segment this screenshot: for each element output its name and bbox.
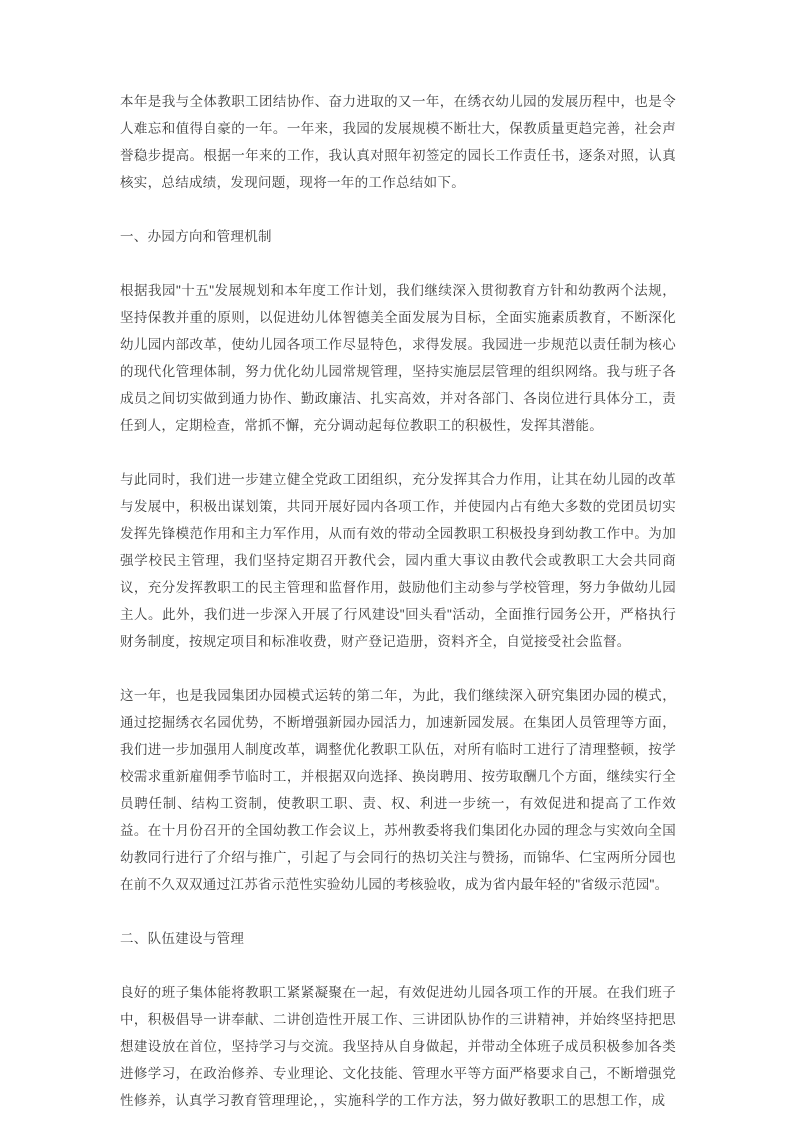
body-paragraph: 本年是我与全体教职工团结协作、奋力进取的又一年，在绣衣幼儿园的发展历程中，也是令人难忘和值得自豪的一年。一年来，我园的发展规模不断壮大，保教质量更趋完善，社会声誉稳步提高。根据一年来的工作，我认真对照年初签定的园长工作责任书，逐条对照，认真核实，总结成绩，发现问题，现将一年的工作总结如下。 xyxy=(120,94,676,190)
document-content xyxy=(120,88,676,1123)
section-heading: 二、队伍建设与管理 xyxy=(120,931,245,946)
body-paragraph: 这一年，也是我园集团办园模式运转的第二年，为此，我们继续深入研究集团办园的模式，通过挖掘绣衣名园优势，不断增强新园办园活力，加速新园发展。在集团人员管理等方面，我们进一步加强用人制度改革，调整优化教职工队伍，对所有临时工进行了清理整顿，按学校需求重新雇佣季节临时工，并根据双向选择、换岗聘用、按劳取酬几个方面，继续实行全员聘任制、结构工资制，使教职工职、责、权、利进一步统一，有效促进和提高了工作效益。在十月份召开的全国幼教工作会议上，苏州教委将我们集团化办园的理念与实效向全国幼教同行进行了介绍与推广，引起了与会同行的热切关注与赞扬，而锦华、仁宝两所分园也在前不久双双通过江苏省示范性实验幼儿园的考核验收，成为省内最年轻的"省级示范园"。 xyxy=(120,688,676,892)
body-paragraph: 根据我园"十五"发展规划和本年度工作计划，我们继续深入贯彻教育方针和幼教两个法规，坚持保教并重的原则，以促进幼儿体智德美全面发展为目标，全面实施素质教育，不断深化幼儿园内部改革，使幼儿园各项工作尽显特色，求得发展。我园进一步规范以责任制为核心的现代化管理体制，努力优化幼儿园常规管理，坚持实施层层管理的组织网络。我与班子各成员之间切实做到通力协作、勤政廉洁、扎实高效，并对各部门、各岗位进行具体分工，责任到人，定期检查，常抓不懈，充分调动起每位教职工的积极性，发挥其潜能。 xyxy=(120,283,676,433)
section-heading: 一、办园方向和管理机制 xyxy=(120,229,272,244)
body-paragraph: 良好的班子集体能将教职工紧紧凝聚在一起，有效促进幼儿园各项工作的开展。在我们班子中，积极倡导一讲奉献、二讲创造性开展工作、三讲团队协作的三讲精神，并始终坚持把思想建设放在首位，坚持学习与交流。我坚持从自身做起，并带动全体班子成员积极参加各类进修学习，在政治修养、专业理论、文化技能、管理水平等方面严格要求自己，不断增强党性修养，认真学习教育管理理论，，实施科学的工作方法，努力做好教职工的思想工作，成 xyxy=(120,985,676,1108)
body-paragraph: 与此同时，我们进一步建立健全党政工团组织，充分发挥其合力作用，让其在幼儿园的改革与发展中，积极出谋划策，共同开展好园内各项工作，并使园内占有绝大多数的党团员切实发挥先锋模范作用和主力军作用，从而有效的带动全园教职工积极投身到幼教工作中。为加强学校民主管理，我们坚持定期召开教代会，园内重大事议由教代会或教职工大会共同商议，充分发挥教职工的民主管理和监督作用，鼓励他们主动参与学校管理，努力争做幼儿园主人。此外，我们进一步深入开展了行风建设"回头看"活动，全面推行园务公开，严格执行财务制度，按规定项目和标准收费，财产登记造册，资料齐全，自觉接受社会监督。 xyxy=(120,472,676,649)
